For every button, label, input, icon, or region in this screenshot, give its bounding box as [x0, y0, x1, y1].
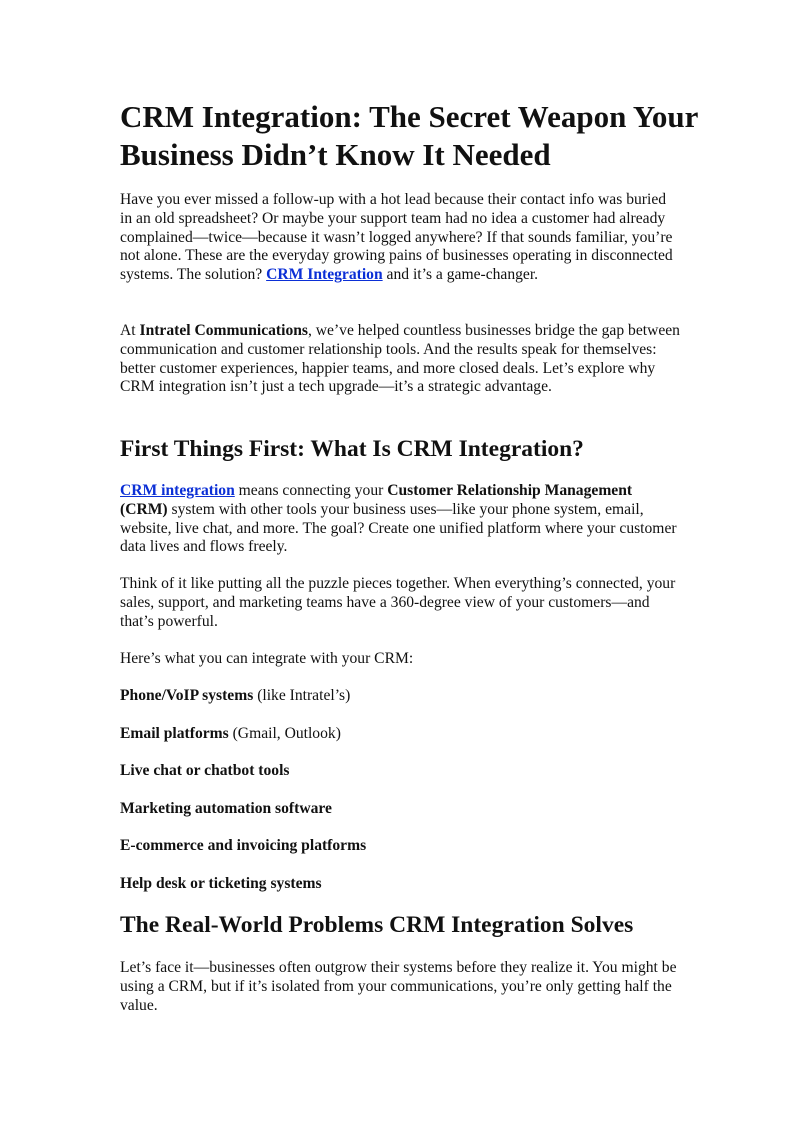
about-paragraph [120, 322, 680, 397]
item-bold: Email platforms [120, 725, 229, 742]
item-bold: Marketing automation software [120, 800, 332, 817]
def-rest: system with other tools your business uses—like your phone system, email, website, live chat, and more. The goal? Create one unified platform where your customer data lives and flows freely. [120, 500, 677, 556]
problems-paragraph: Let’s face it—businesses often outgrow their systems before they realize it. You might be using a CRM, but if it’s isolated from your communications, you’re only getting half the value. [120, 959, 677, 1014]
list-item [120, 875, 680, 894]
about-pre: At [120, 322, 140, 339]
intro-after: and it’s a game-changer. [382, 266, 539, 284]
list-item [120, 687, 680, 706]
list-intro: Here’s what you can integrate with your CRM: [120, 650, 414, 667]
list-item [120, 762, 680, 781]
section-heading-what-is: First Things First: What Is CRM Integration? [120, 436, 584, 462]
company-name: Intratel Communications [139, 322, 308, 339]
item-bold: E-commerce and invoicing platforms [120, 837, 367, 854]
item-rest: (like Intratel’s) [253, 687, 351, 704]
item-rest: (Gmail, Outlook) [228, 725, 341, 742]
about-text: , we’ve helped countless businesses bridge the gap between communication and customer relationship tools. And the results speak for themselves: better customer experiences, happier teams, and more closed deals. Let’s explore why CRM integration isn’t just a tech upgrade—it’s a strategic advantage. [120, 322, 680, 396]
intro-paragraph [120, 191, 680, 285]
intro-text: Have you ever missed a follow-up with a hot lead because their contact info was buried in an old spreadsheet? Or maybe your support team had no idea a customer had already complained—twice—because it wasn’t logged anywhere? If that sounds familiar, you’re not alone. These are the everyday growing pains of businesses operating in disconnected systems. The solution? [120, 191, 673, 284]
puzzle-paragraph: Think of it like putting all the puzzle pieces together. When everything’s connected, your sales, support, and marketing teams have a 360-degree view of your customers—and that’s powerful. [120, 575, 676, 630]
list-item [120, 837, 680, 856]
page-title: CRM Integration: The Secret Weapon Your Business Didn’t Know It Needed [120, 99, 698, 172]
definition-paragraph [120, 482, 680, 557]
item-bold: Live chat or chatbot tools [120, 762, 290, 779]
item-bold: Help desk or ticketing systems [120, 875, 322, 892]
def-bold: Customer Relationship Management (CRM) [120, 482, 633, 518]
item-bold: Phone/VoIP systems [120, 687, 254, 704]
crm-integration-link[interactable]: CRM Integration [266, 266, 383, 284]
list-item [120, 725, 680, 744]
list-item [120, 800, 680, 819]
def-mid: means connecting your [234, 482, 388, 499]
crm-integration-definition-link[interactable]: CRM integration [120, 482, 235, 499]
section-heading-problems: The Real-World Problems CRM Integration Solves [120, 912, 634, 938]
